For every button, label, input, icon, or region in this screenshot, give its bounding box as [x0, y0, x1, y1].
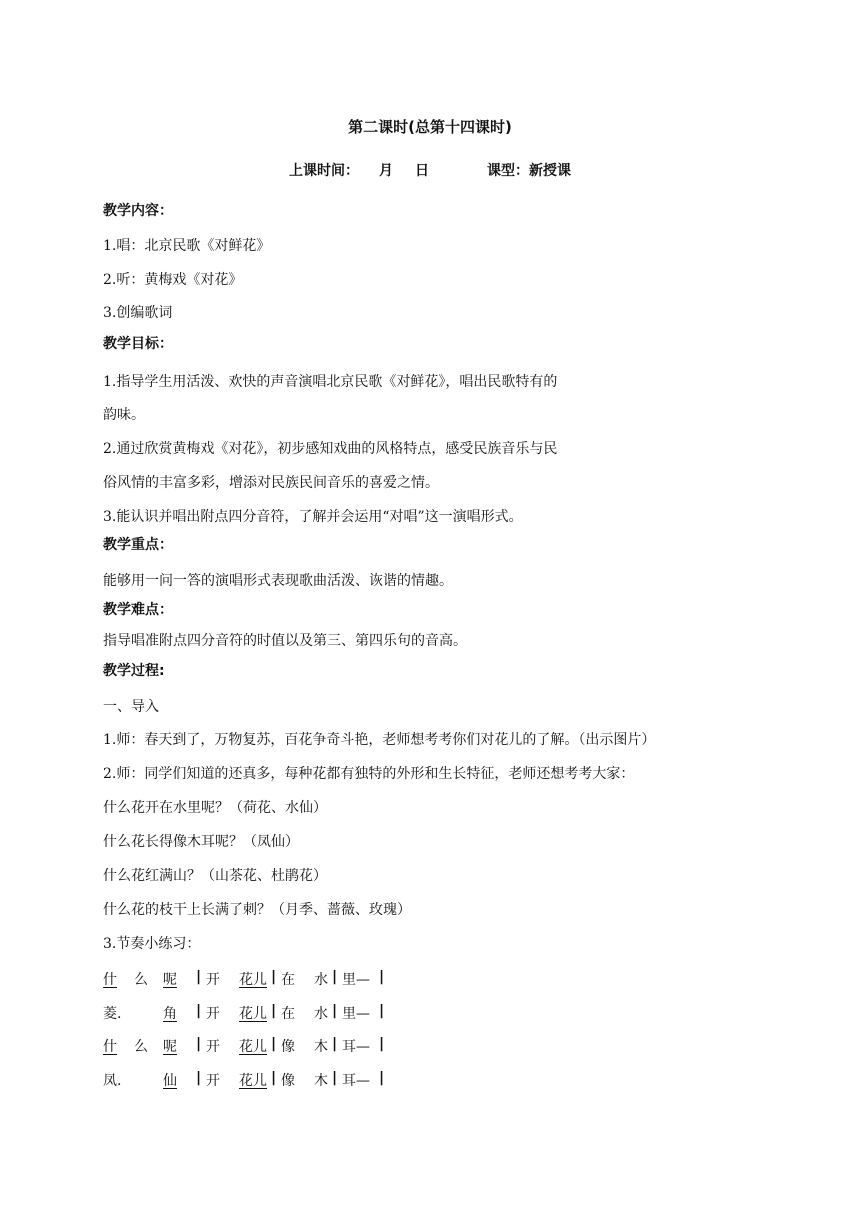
goal-line: 3.能认识并唱出附点四分音符，了解并会运用“对唱”这一演唱形式。 [103, 509, 523, 525]
rhythm-syllable: 菱. [103, 1006, 122, 1022]
rhythm-syllable: 木 [314, 1039, 328, 1055]
content-item: 2.听：黄梅戏《对花》 [103, 272, 243, 288]
difficulties-heading: 教学难点： [103, 602, 173, 618]
rhythm-syllable: 角 [163, 1006, 177, 1022]
process-line: 什么花长得像木耳呢？（凤仙） [103, 834, 299, 850]
rhythm-syllable: 木 [314, 1073, 328, 1089]
rhythm-row [103, 969, 403, 989]
rhythm-syllable: 什 [103, 1039, 117, 1055]
bar-line: | [196, 1003, 202, 1019]
rhythm-syllable: 耳— [342, 1073, 370, 1089]
bar-line: | [196, 969, 202, 985]
rhythm-syllable: 什 [103, 972, 117, 988]
rhythm-syllable: 么 [134, 972, 148, 988]
rhythm-row [103, 1003, 403, 1023]
bar-line: | [379, 1003, 385, 1019]
bar-line: | [196, 1036, 202, 1052]
bar-line: | [332, 1070, 338, 1086]
day-label: 日 [415, 163, 429, 179]
content-item: 1.唱：北京民歌《对鲜花》 [103, 238, 271, 254]
bar-line: | [196, 1070, 202, 1086]
goal-line: 2.通过欣赏黄梅戏《对花》，初步感知戏曲的风格特点，感受民族音乐与民 [103, 441, 558, 457]
rhythm-syllable: 呢 [163, 972, 177, 988]
rhythm-syllable: 么 [134, 1039, 148, 1055]
rhythm-row [103, 1070, 403, 1090]
bar-line: | [271, 1036, 277, 1052]
rhythm-row [103, 1036, 403, 1056]
rhythm-syllable: 开 [206, 1073, 220, 1089]
rhythm-syllable: 像 [281, 1039, 295, 1055]
rhythm-syllable: 像 [281, 1073, 295, 1089]
bar-line: | [379, 1070, 385, 1086]
process-line: 3.节奏小练习： [103, 936, 201, 952]
rhythm-syllable: 花儿 [239, 972, 267, 988]
rhythm-syllable: 开 [206, 1006, 220, 1022]
bar-line: | [332, 1036, 338, 1052]
key-points-text: 能够用一问一答的演唱形式表现歌曲活泼、诙谐的情趣。 [103, 573, 453, 589]
lesson-meta [0, 160, 860, 180]
process-heading: 教学过程: [103, 663, 165, 679]
bar-line: | [271, 969, 277, 985]
rhythm-syllable: 里— [342, 1006, 370, 1022]
process-line: 1.师：春天到了，万物复苏，百花争奇斗艳，老师想考考你们对花儿的了解。（出示图片） [103, 732, 656, 748]
bar-line: | [271, 1070, 277, 1086]
section-title: 一、导入 [103, 699, 159, 715]
rhythm-syllable: 花儿 [239, 1073, 267, 1089]
rhythm-syllable: 耳— [342, 1039, 370, 1055]
content-heading: 教学内容： [103, 203, 173, 219]
goals-heading: 教学目标： [103, 336, 173, 352]
page-title: 第二课时(总第十四课时) [348, 118, 512, 136]
rhythm-syllable: 花儿 [239, 1039, 267, 1055]
rhythm-syllable: 花儿 [239, 1006, 267, 1022]
rhythm-syllable: 里— [342, 972, 370, 988]
bar-line: | [271, 1003, 277, 1019]
goal-line: 俗风情的丰富多彩，增添对民族民间音乐的喜爱之情。 [103, 475, 439, 491]
key-points-heading: 教学重点： [103, 537, 173, 553]
process-line: 什么花的枝干上长满了刺？（月季、蔷薇、玫瑰） [103, 902, 411, 918]
difficulties-text: 指导唱准附点四分音符的时值以及第三、第四乐句的音高。 [103, 633, 467, 649]
rhythm-syllable: 开 [206, 1039, 220, 1055]
goal-line: 1.指导学生用活泼、欢快的声音演唱北京民歌《对鲜花》，唱出民歌特有的 [103, 374, 558, 390]
rhythm-syllable: 仙 [163, 1073, 177, 1089]
rhythm-syllable: 在 [281, 972, 295, 988]
rhythm-syllable: 水 [314, 972, 328, 988]
rhythm-syllable: 开 [206, 972, 220, 988]
bar-line: | [332, 969, 338, 985]
bar-line: | [379, 969, 385, 985]
rhythm-syllable: 凤. [103, 1073, 122, 1089]
content-item: 3.创编歌词 [103, 305, 173, 321]
process-line: 什么花开在水里呢？（荷花、水仙） [103, 800, 327, 816]
process-line: 什么花红满山？（山茶花、杜鹃花） [103, 868, 327, 884]
bar-line: | [379, 1036, 385, 1052]
process-line: 2.师：同学们知道的还真多，每种花都有独特的外形和生长特征，老师还想考考大家： [103, 766, 635, 782]
goal-line: 韵味。 [103, 407, 145, 423]
month-label: 月 [379, 163, 393, 179]
rhythm-syllable: 在 [281, 1006, 295, 1022]
rhythm-syllable: 水 [314, 1006, 328, 1022]
lesson-type: 课型：新授课 [487, 163, 571, 179]
rhythm-syllable: 呢 [163, 1039, 177, 1055]
time-label: 上课时间： [289, 163, 359, 179]
bar-line: | [332, 1003, 338, 1019]
